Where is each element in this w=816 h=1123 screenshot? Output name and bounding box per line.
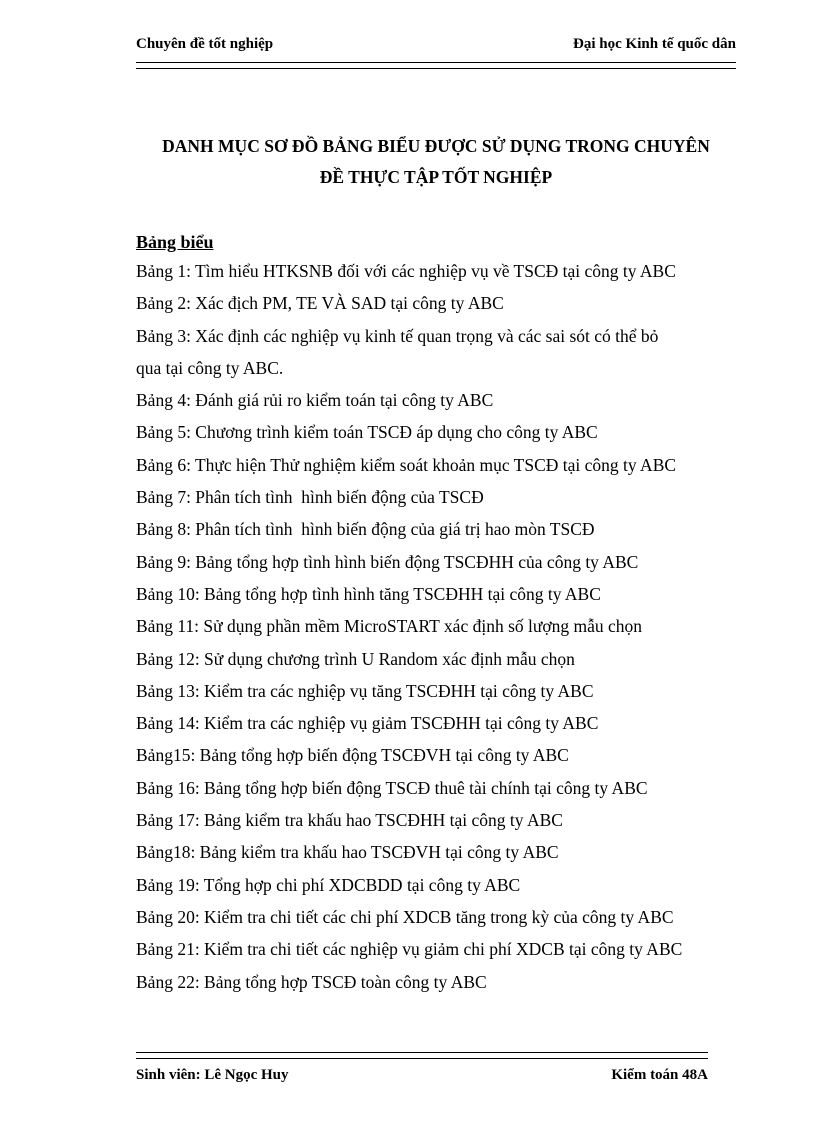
list-item: Bảng 4: Đánh giá rủi ro kiểm toán tại công ty ABC [136, 390, 494, 411]
list-item: Bảng 16: Bảng tổng hợp biến động TSCĐ thuê tài chính tại công ty ABC [136, 777, 648, 798]
list-item: qua tại công ty ABC. [136, 357, 284, 378]
document-title [110, 131, 762, 193]
list-item: Bảng 13: Kiểm tra các nghiệp vụ tăng TSCĐHH tại công ty ABC [136, 680, 594, 701]
document-title-line-2: ĐỀ THỰC TẬP TỐT NGHIỆP [319, 167, 553, 187]
list-item: Bảng 20: Kiểm tra chi tiết các chi phí XDCB tăng trong kỳ của công ty ABC [136, 906, 674, 927]
tables-section-heading: Bảng biểu [136, 232, 214, 252]
header-thesis-label: Chuyên đề tốt nghiệp [136, 36, 274, 52]
list-item: Bảng 14: Kiểm tra các nghiệp vụ giảm TSCĐHH tại công ty ABC [136, 713, 599, 734]
tables-section [136, 229, 756, 998]
list-item: Bảng 7: Phân tích tình hình biến động của TSCĐ [136, 487, 484, 508]
list-item: Bảng 9: Bảng tổng hợp tình hình biến động TSCĐHH của công ty ABC [136, 551, 639, 572]
page-header [136, 36, 736, 56]
header-university-label: Đại học Kinh tế quốc dân [573, 36, 736, 52]
page-footer-row [136, 1067, 708, 1087]
list-item: Bảng 12: Sử dụng chương trình U Random xác định mẫu chọn [136, 648, 575, 669]
list-item: Bảng 10: Bảng tổng hợp tình hình tăng TSCĐHH tại công ty ABC [136, 583, 601, 604]
list-item: Bảng 1: Tìm hiểu HTKSNB đối với các nghiệp vụ về TSCĐ tại công ty ABC [136, 261, 676, 281]
page-footer [136, 1067, 708, 1087]
header-double-rule [136, 62, 736, 69]
document-title-line-1: DANH MỤC SƠ ĐỒ BẢNG BIỂU ĐƯỢC SỬ DỤNG TRONG CHUYÊN [162, 136, 710, 156]
list-item: Bảng 11: Sử dụng phần mềm MicroSTART xác định số lượng mẫu chọn [136, 616, 643, 637]
page-header-row [136, 36, 736, 56]
footer-double-rule [136, 1052, 708, 1059]
footer-student-label: Sinh viên: Lê Ngọc Huy [136, 1067, 289, 1083]
list-item: Bảng 2: Xác địch PM, TE VÀ SAD tại công ty ABC [136, 293, 504, 314]
list-item: Bảng 8: Phân tích tình hình biến động của giá trị hao mòn TSCĐ [136, 519, 595, 540]
tables-list [136, 255, 756, 998]
list-item: Bảng 17: Bảng kiểm tra khấu hao TSCĐHH tại công ty ABC [136, 810, 563, 831]
footer-class-label: Kiểm toán 48A [611, 1067, 708, 1083]
list-item: Bảng 5: Chương trình kiểm toán TSCĐ áp dụng cho công ty ABC [136, 422, 598, 443]
list-item: Bảng 6: Thực hiện Thử nghiệm kiểm soát khoản mục TSCĐ tại công ty ABC [136, 454, 677, 475]
list-item: Bảng18: Bảng kiểm tra khấu hao TSCĐVH tại công ty ABC [136, 842, 559, 863]
list-item: Bảng 19: Tổng hợp chi phí XDCBDD tại công ty ABC [136, 874, 521, 895]
list-item: Bảng 22: Bảng tổng hợp TSCĐ toàn công ty ABC [136, 971, 487, 992]
list-item: Bảng 21: Kiểm tra chi tiết các nghiệp vụ giảm chi phí XDCB tại công ty ABC [136, 939, 683, 960]
list-item: Bảng15: Bảng tổng hợp biến động TSCĐVH tại công ty ABC [136, 745, 569, 766]
list-item: Bảng 3: Xác định các nghiệp vụ kinh tế quan trọng và các sai sót có thể bỏ [136, 325, 659, 346]
